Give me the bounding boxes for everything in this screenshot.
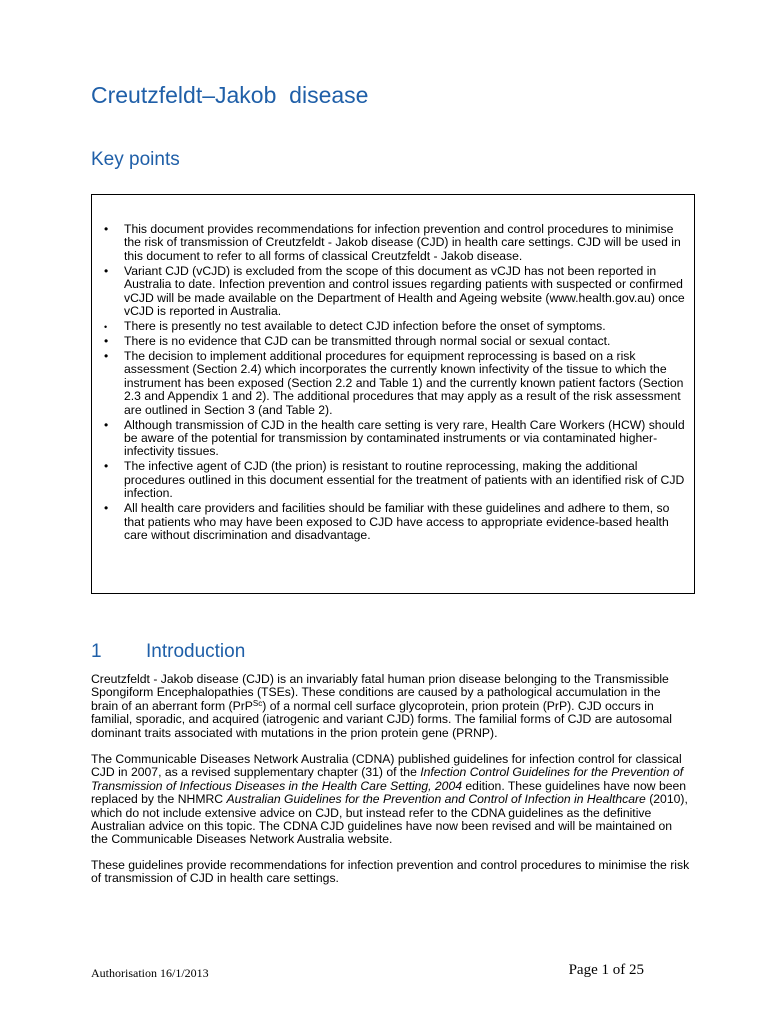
list-item-text: All health care providers and facilities should be familiar with these guidelines and adhere to them, so that patients who may have been exposed to CJD have access to appropriate evidence-based health care without discrimination and disadvantage. [124,501,670,543]
list-item [92,419,696,459]
bullet-icon: • [104,322,108,333]
intro-paragraph-3: These guidelines provide recommendations for infection prevention and control procedures to minimise the risk of transmission of CJD in health care settings. [91,858,690,886]
text-run: (2010), which do not include extensive advice on CJD, but instead refer to the CDNA guidelines as the definitive Australian advice on this topic. The CDNA CJD guidelines have now been revised and will be maintained on the Communicable Diseases Network Australia website. [91,792,688,847]
list-item [92,502,696,542]
text-run: The Communicable Diseases Network Australia (CDNA) published guidelines for infection control for classical CJD in 2007, as a revised supplementary chapter (31) of the [91,752,682,780]
bullet-icon: • [104,417,109,432]
bullet-icon: • [104,349,109,364]
list-item-text: This document provides recommendations for infection prevention and control procedures to minimise the risk of transmission of Creutzfeldt - Jakob disease (CJD) in health care settings. CJD will be used in this document to refer to all forms of classical Creutzfeldt - Jakob disease. [124,222,681,263]
list-item [92,460,696,500]
text-run: Creutzfeldt - Jakob disease (CJD) is an invariably fatal human prion disease belonging to the Transmissible Spongiform Encephalopathies (TSEs). These conditions are caused by a pathological accumulation in the brain of an aberrant form (PrP [91,672,669,713]
section-title: Introduction [146,641,246,662]
list-item [92,223,696,263]
list-item-text: Variant CJD (vCJD) is excluded from the scope of this document as vCJD has not been reported in Australia to date. Infection prevention and control issues regarding patients with suspected or confirmed vCJD will be made available on the Department of Health and Ageing website (www.health.gov.au) once vCJD is reported in Australia. [124,263,685,319]
italic-citation: Australian Guidelines for the Prevention and Control of Infection in Healthcare [226,792,646,807]
list-item [92,265,696,319]
section-number: 1 [91,641,102,662]
intro-paragraph-1 [91,673,691,740]
bullet-icon: • [104,222,109,236]
key-points-heading: Key points [91,149,180,170]
bullet-icon: • [104,334,109,349]
intro-paragraph-2 [91,753,691,847]
document-title: Creutzfeldt–Jakob disease [91,82,369,108]
list-item [92,335,696,348]
list-item-text: There is presently no test available to detect CJD infection before the onset of symptoms. [124,319,606,334]
footer-authorisation: Authorisation 16/1/2013 [91,966,209,980]
text-run: edition. These guidelines have now been replaced by the NHMRC [91,778,687,807]
list-item [92,350,696,417]
list-item-text: The infective agent of CJD (the prion) is resistant to routine reprocessing, making the additional procedures outlined in this document essential for the treatment of patients with an identified risk of CJD infection. [124,459,685,501]
bullet-icon: • [104,263,109,278]
italic-citation: Infection Control Guidelines for the Prevention of Transmission of Infectious Diseases in the Health Care Setting, 2004 [91,765,684,793]
text-run: ) of a normal cell surface glycoprotein, prion protein (PrP). CJD occurs in familial, sporadic, and acquired (iatrogenic and variant CJD) forms. The familial forms of CJD are autosomal dominant traits associated with mutations in the prion protein gene (PRNP). [91,698,672,740]
list-item-text: The decision to implement additional procedures for equipment reprocessing is based on a risk assessment (Section 2.4) which incorporates the currently known infectivity of the tissue to which the instrument has been exposed (Section 2.2 and Table 1) and the currently known patient factors (Section 2.3 and Appendix 1 and 2). The additional procedures that may apply as a result of the risk assessment are outlined in Section 3 (and Table 2). [124,349,684,417]
section-heading-introduction [91,641,245,663]
key-points-box [91,194,695,594]
bullet-icon: • [104,501,109,516]
key-points-list [92,223,696,544]
list-item-text: Although transmission of CJD in the health care setting is very rare, Health Care Workers (HCW) should be aware of the potential for transmission by contaminated instruments or via contaminated higher- infectivity tissues. [124,417,685,459]
list-item [92,320,696,333]
bullet-icon: • [104,459,109,474]
footer-page-number: Page 1 of 25 [568,962,644,978]
superscript: Sc [252,698,263,708]
list-item-text: There is no evidence that CJD can be transmitted through normal social or sexual contact. [124,334,611,349]
